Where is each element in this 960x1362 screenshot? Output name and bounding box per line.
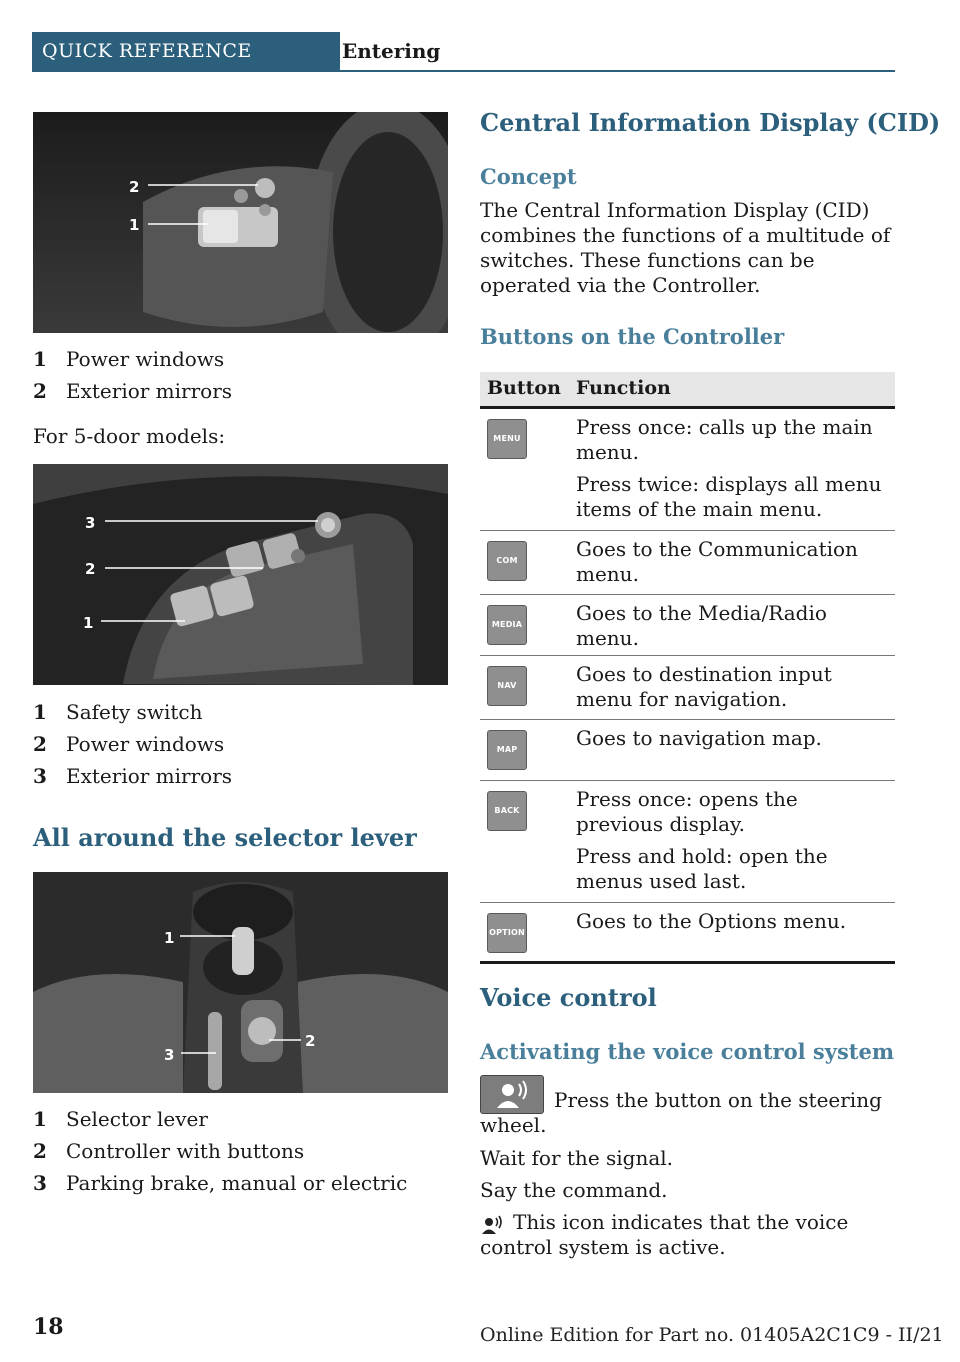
table-row [480,781,895,903]
nav-button-icon: NAV [487,666,527,706]
legend-number: 2 [33,1139,47,1163]
page-header [32,32,895,72]
legend-text: Selector lever [66,1107,208,1131]
page-number: 18 [33,1314,64,1340]
table-row [480,720,895,781]
photo1-callout-1: 1 [129,216,140,234]
activating-voice-heading: Activating the voice control system [480,1039,895,1064]
photo2-callout-1: 1 [83,614,94,632]
function-line: Press once: calls up the main menu. [576,415,873,464]
legend-number: 1 [33,700,47,724]
selector-lever-heading: All around the selector lever [33,823,417,852]
legend-item [33,1167,448,1199]
legend-text: Parking brake, manual or electric [66,1171,408,1195]
option-button-icon: OPTION [487,913,527,953]
function-line: Goes to navigation map. [576,726,822,750]
legend-3door [33,343,448,407]
table-row [480,903,895,964]
photo1-callout-2: 2 [129,178,140,196]
legend-number: 2 [33,732,47,756]
table-row [480,656,895,720]
back-button-icon: BACK [487,791,527,831]
section-tab: QUICK REFERENCE [32,32,340,70]
voice-control-heading: Voice control [480,983,657,1012]
photo3-callout-3: 3 [164,1046,175,1064]
legend-text: Safety switch [66,700,203,724]
media-button-icon: MEDIA [487,605,527,645]
function-line: Goes to destination input menu for navigation. [576,662,832,711]
door-switch-photo-5door [33,464,448,685]
function-line: Press twice: displays all menu items of the main menu. [576,472,882,521]
function-line: Press and hold: open the menus used last. [576,844,828,893]
function-line: Goes to the Media/Radio menu. [576,601,827,650]
controller-buttons-heading: Buttons on the Controller [480,324,785,349]
table-row [480,595,895,656]
function-cell [576,662,886,719]
legend-text: Exterior mirrors [66,379,233,403]
legend-item [33,375,448,407]
five-door-intro: For 5-door models: [33,424,226,448]
legend-number: 1 [33,1107,47,1131]
legend-item [33,728,448,760]
function-cell [576,726,886,758]
cid-heading: Central Information Display (CID) [480,108,941,137]
legend-text: Power windows [66,347,225,371]
selector-lever-photo [33,872,448,1093]
legend-5door [33,696,448,792]
legend-selector [33,1103,448,1199]
function-line: Press once: opens the previous display. [576,787,798,836]
concept-heading: Concept [480,164,577,189]
legend-item [33,1103,448,1135]
photo3-callout-1: 1 [164,929,175,947]
wait-signal-text: Wait for the signal. [480,1146,674,1170]
legend-item [33,343,448,375]
edition-footer: Online Edition for Part no. 01405A2C1C9 - II/21 [480,1324,944,1346]
menu-button-icon: MENU [487,419,527,459]
press-button-text: Press the button on the steering wheel. [480,1088,882,1137]
function-cell [576,601,886,658]
function-cell [576,909,886,941]
table-row [480,531,895,595]
map-button-icon: MAP [487,730,527,770]
door-switch-photo-3door [33,112,448,333]
legend-item [33,1135,448,1167]
col-header-function: Function [576,377,671,399]
function-cell [576,787,886,901]
function-line: Goes to the Options menu. [576,909,847,933]
legend-number: 3 [33,1171,47,1195]
photo2-callout-3: 3 [85,514,96,532]
photo2-callout-2: 2 [85,560,96,578]
legend-text: Power windows [66,732,225,756]
legend-text: Exterior mirrors [66,764,233,788]
say-command-text: Say the command. [480,1178,668,1202]
chapter-title: Entering [342,39,441,63]
controller-buttons-table [480,372,895,964]
table-row [480,409,895,531]
legend-number: 3 [33,764,47,788]
com-button-icon: COM [487,541,527,581]
legend-item [33,696,448,728]
function-cell [576,415,886,529]
function-line: Goes to the Communication menu. [576,537,858,586]
function-cell [576,537,886,594]
col-header-button: Button [487,377,561,399]
legend-number: 2 [33,379,47,403]
voice-active-text: This icon indicates that the voice control system is active. [480,1210,849,1259]
legend-number: 1 [33,347,47,371]
table-header [480,372,895,409]
legend-text: Controller with buttons [66,1139,305,1163]
concept-text: The Central Information Display (CID) combines the functions of a multitude of switches. These functions can be operated via the Controller. [480,198,891,297]
photo3-callout-2: 2 [305,1032,316,1050]
legend-item [33,760,448,792]
